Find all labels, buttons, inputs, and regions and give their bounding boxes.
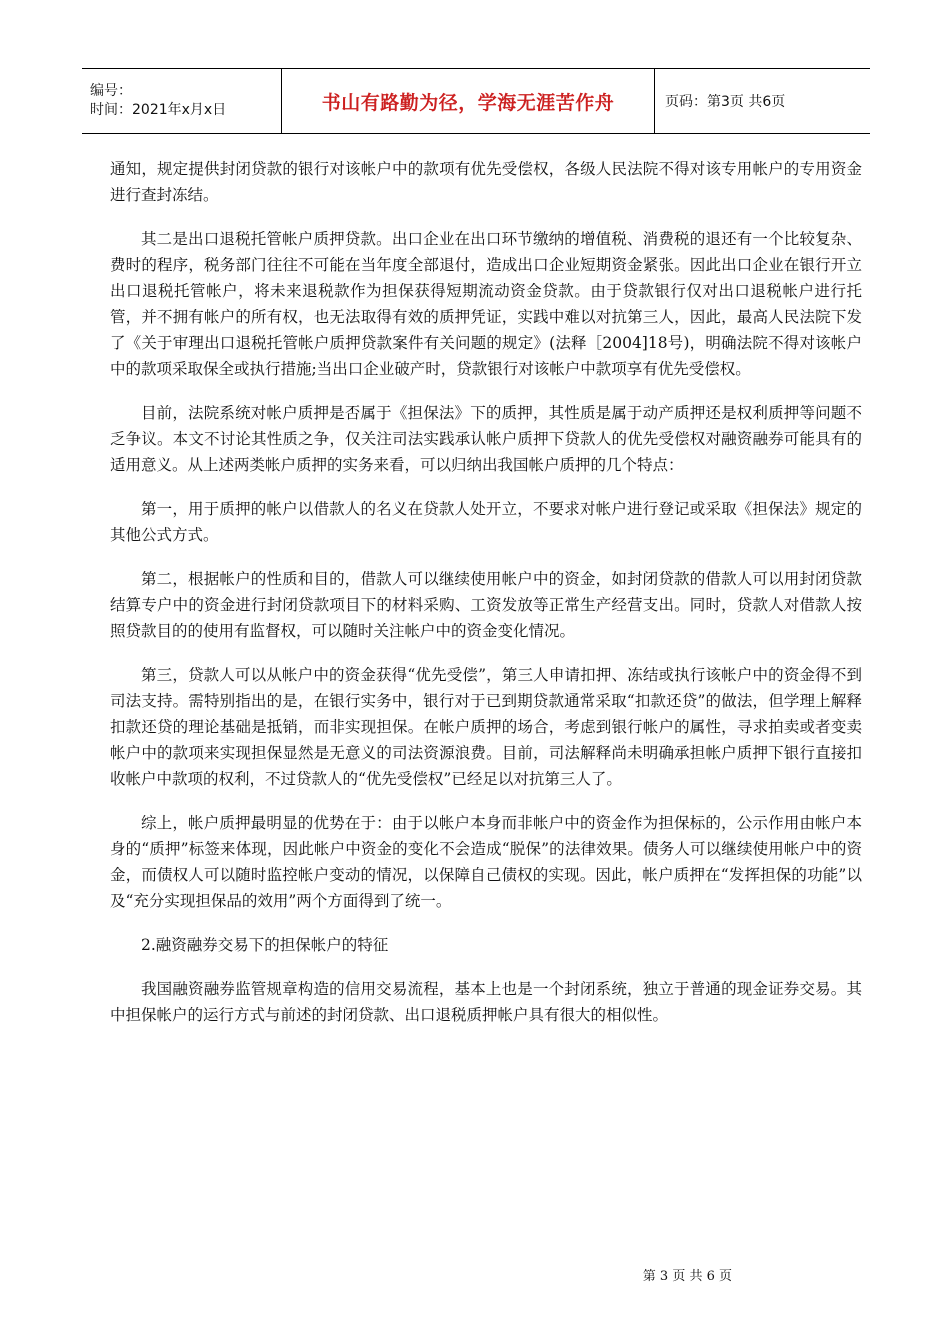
document-body	[110, 156, 862, 1046]
paragraph: 其二是出口退税托管帐户质押贷款。出口企业在出口环节缴纳的增值税、消费税的退还有一个比较复杂、费时的程序，税务部门往往不可能在当年度全部退付，造成出口企业短期资金紧张。因此出口企业在银行开立出口退税托管帐户，将未来退税款作为担保获得短期流动资金贷款。由于贷款银行仅对出口退税帐户进行托管，并不拥有帐户的所有权，也无法取得有效的质押凭证，实践中难以对抗第三人，因此，最高人民法院下发了《关于审理出口退税托管帐户质押贷款案件有关问题的规定》(法释［2004]18号)，明确法院不得对该帐户中的款项采取保全或执行措施;当出口企业破产时，贷款银行对该帐户中款项享有优先受偿权。	[110, 230, 862, 378]
paragraph: 第二，根据帐户的性质和目的，借款人可以继续使用帐户中的资金，如封闭贷款的借款人可以用封闭贷款结算专户中的资金进行封闭贷款项目下的材料采购、工资发放等正常生产经营支出。同时，贷款人对借款人按照贷款目的的使用有监督权，可以随时关注帐户中的资金变化情况。	[110, 570, 862, 640]
document-time-label: 时间：2021年x月x日	[90, 102, 227, 118]
paragraph: 第三，贷款人可以从帐户中的资金获得“优先受偿”，第三人申请扣押、冻结或执行该帐户中的资金得不到司法支持。需特别指出的是，在银行实务中，银行对于已到期贷款通常采取“扣款还贷”的做法，但学理上解释扣款还贷的理论基础是抵销，而非实现担保。在帐户质押的场合，考虑到银行帐户的属性，寻求拍卖或者变卖帐户中的款项来实现担保显然是无意义的司法资源浪费。目前，司法解释尚未明确承担帐户质押下银行直接扣收帐户中款项的权利，不过贷款人的“优先受偿权”已经足以对抗第三人了。	[110, 666, 862, 788]
page-footer: 第 3 页 共 6 页	[642, 1269, 732, 1284]
header-motto: 书山有路勤为径，学海无涯苦作舟	[282, 69, 655, 133]
header-page-info: 页码：第3页 共6页	[665, 94, 786, 110]
section-heading: 2.融资融券交易下的担保帐户的特征	[141, 936, 389, 954]
paragraph: 通知，规定提供封闭贷款的银行对该帐户中的款项有优先受偿权，各级人民法院不得对该专用帐户的专用资金进行查封冻结。	[110, 160, 862, 204]
document-number-label: 编号：	[90, 83, 132, 99]
page-header	[82, 68, 870, 134]
paragraph: 综上，帐户质押最明显的优势在于：由于以帐户本身而非帐户中的资金作为担保标的，公示作用由帐户本身的“质押”标签来体现，因此帐户中资金的变化不会造成“脱保”的法律效果。债务人可以继续使用帐户中的资金，而债权人可以随时监控帐户变动的情况，以保障自己债权的实现。因此，帐户质押在“发挥担保的功能”以及“充分实现担保品的效用”两个方面得到了统一。	[110, 814, 862, 910]
header-meta	[82, 69, 282, 133]
paragraph: 第一，用于质押的帐户以借款人的名义在贷款人处开立，不要求对帐户进行登记或采取《担保法》规定的其他公式方式。	[110, 500, 862, 544]
paragraph: 目前，法院系统对帐户质押是否属于《担保法》下的质押，其性质是属于动产质押还是权利质押等问题不乏争议。本文不讨论其性质之争，仅关注司法实践承认帐户质押下贷款人的优先受偿权对融资融券可能具有的适用意义。从上述两类帐户质押的实务来看，可以归纳出我国帐户质押的几个特点：	[110, 404, 862, 474]
paragraph: 我国融资融券监管规章构造的信用交易流程，基本上也是一个封闭系统，独立于普通的现金证券交易。其中担保帐户的运行方式与前述的封闭贷款、出口退税质押帐户具有很大的相似性。	[110, 980, 862, 1024]
